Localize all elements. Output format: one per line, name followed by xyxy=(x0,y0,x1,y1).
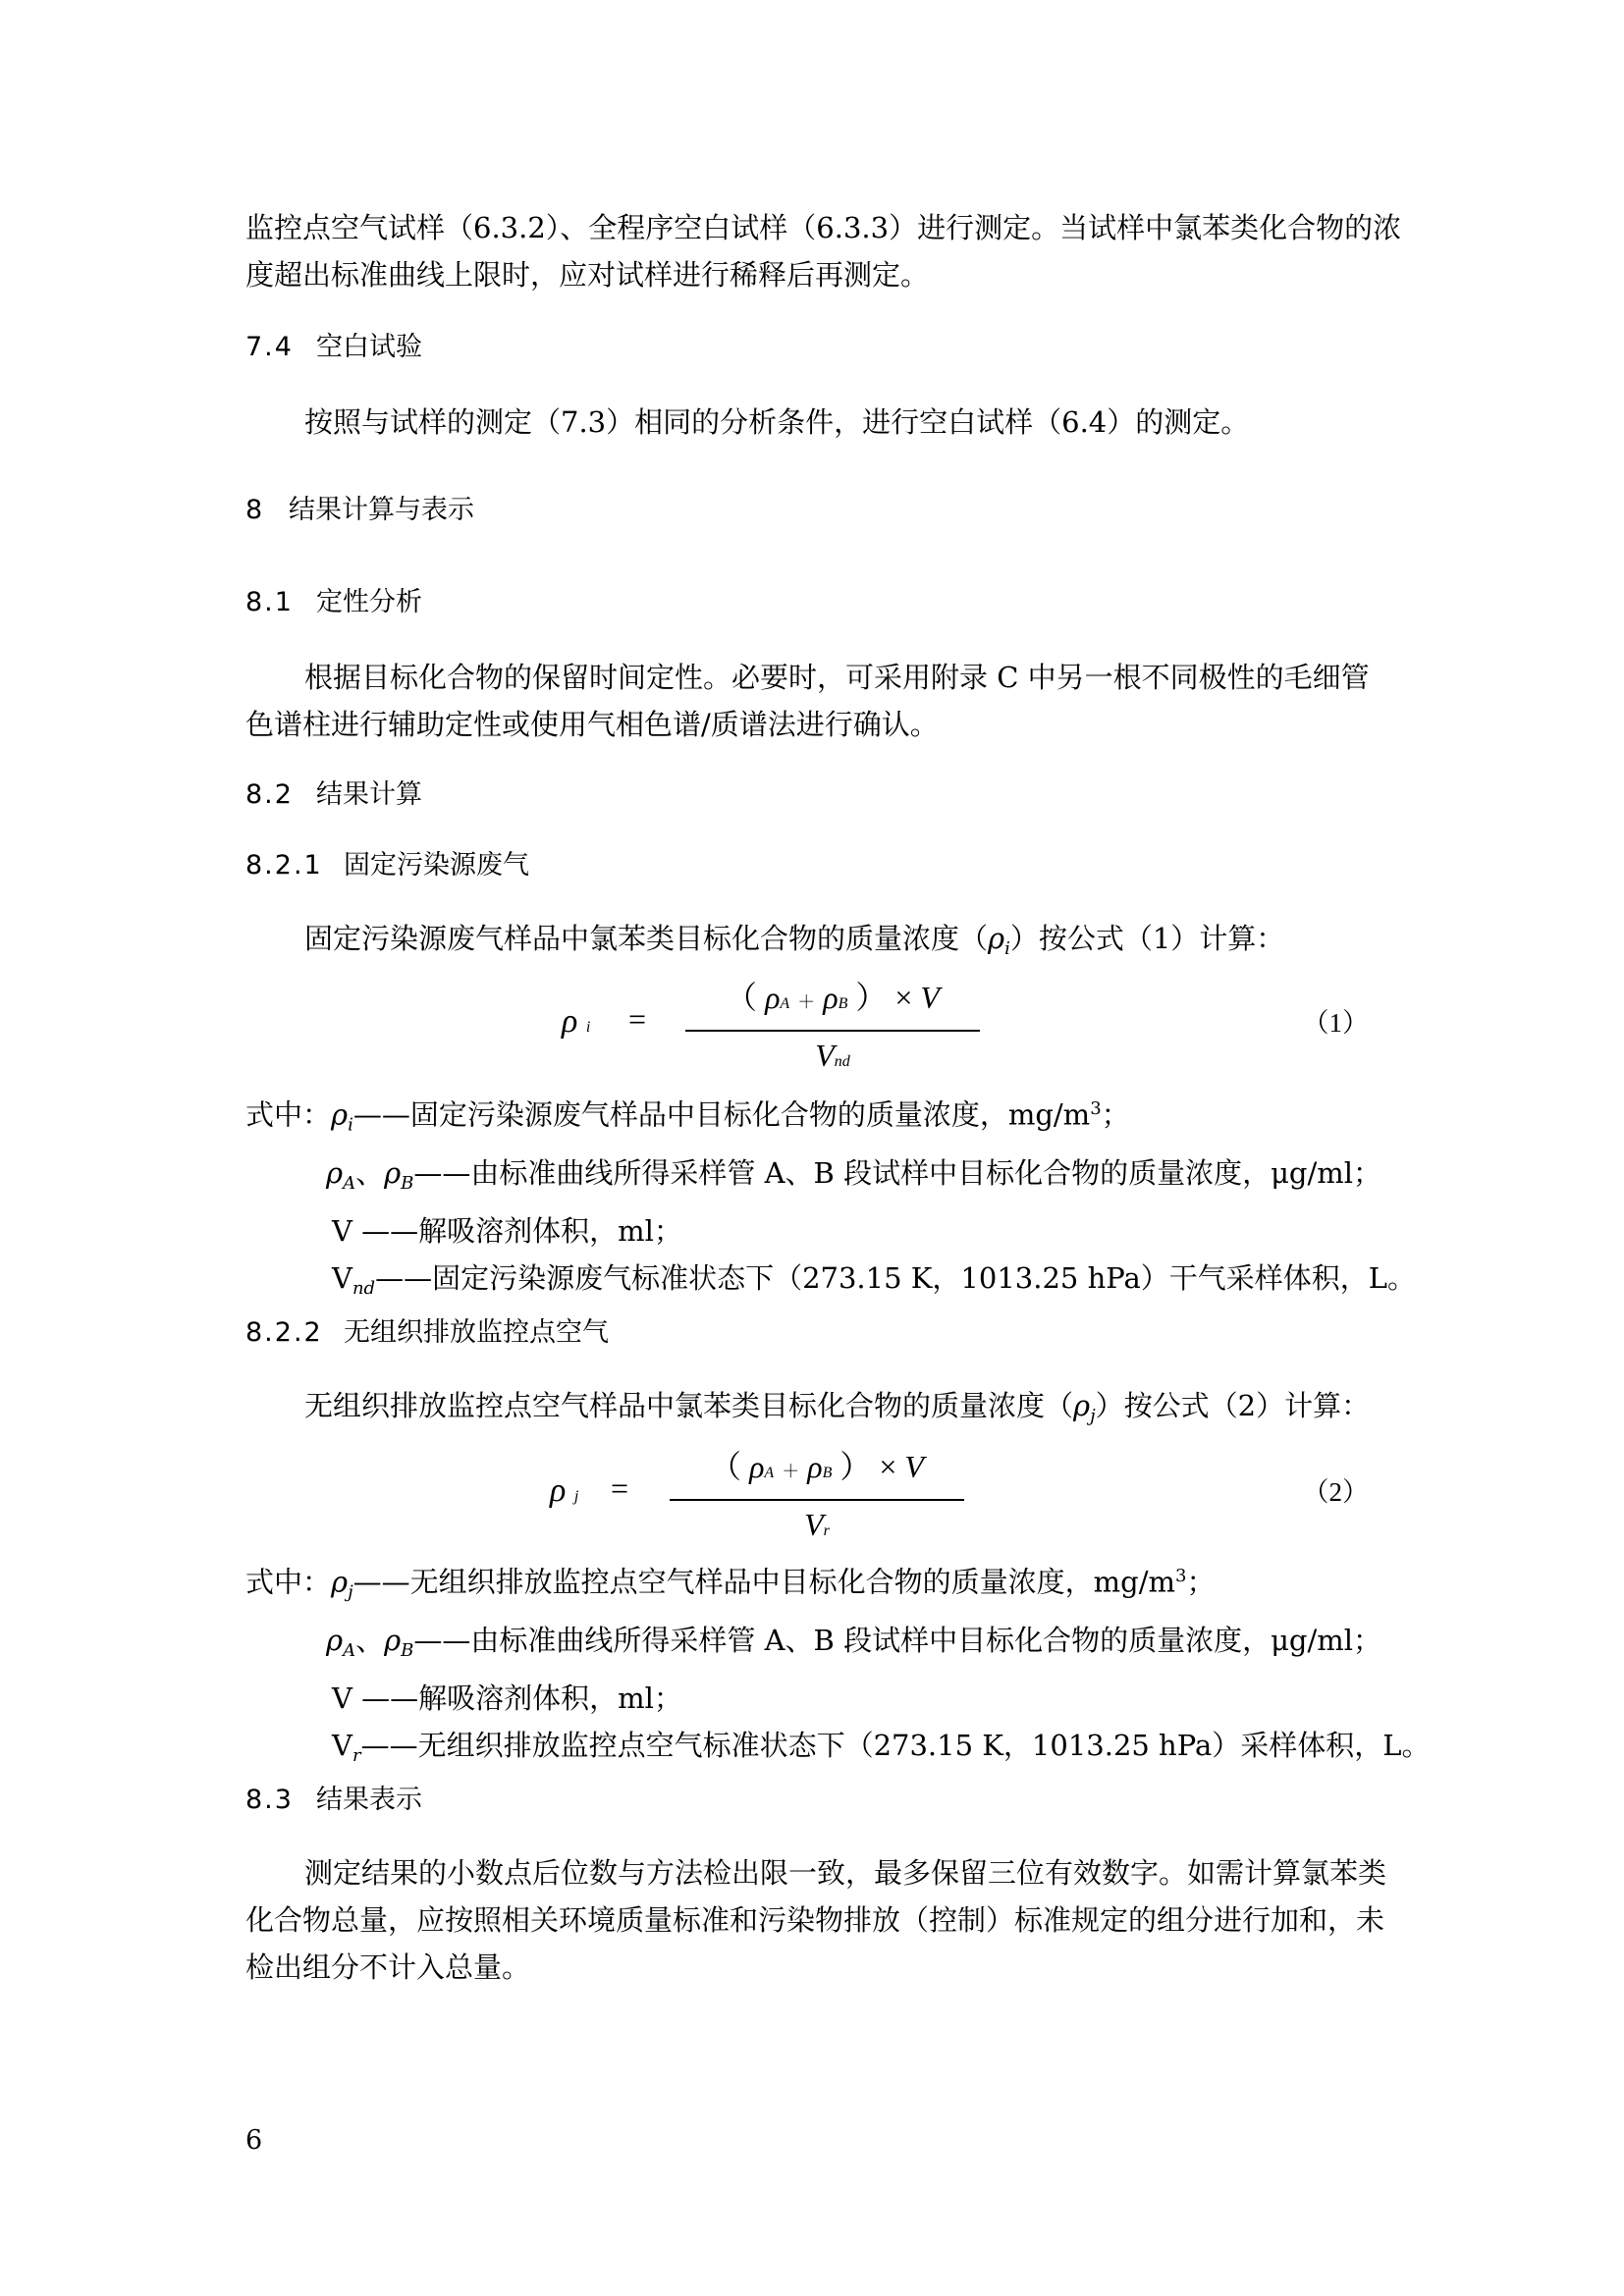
formula-2 xyxy=(245,1445,1384,1543)
heading-title: 定性分析 xyxy=(316,587,422,617)
heading-number: 8 xyxy=(245,495,265,525)
heading-8-2 xyxy=(245,775,422,815)
heading-8-2-1 xyxy=(245,846,529,885)
definition-rho-ab: $\rho_A$、$\rho_B——$由标准曲线所得采样管 A、B 段试样中目标化合物的质量浓度，μg/ml； xyxy=(326,1623,1382,1661)
paragraph-8-2-2-intro: 无组织排放监控点空气样品中氯苯类目标化合物的质量浓度$(\rho_j)$按公式（2）计算： xyxy=(304,1389,1371,1426)
paragraph-8-1-line1: 根据目标化合物的保留时间定性。必要时，可采用附录 C 中另一根不同极性的毛细管 xyxy=(304,661,1370,694)
formula-equals: = xyxy=(628,1001,647,1037)
heading-8-1 xyxy=(245,583,422,622)
heading-title: 固定污染源废气 xyxy=(344,850,529,881)
heading-title: 结果表示 xyxy=(316,1785,422,1815)
definition-v: V ——解吸溶剂体积，ml； xyxy=(332,1213,682,1248)
definition-rho-j: 式中：$\rho_j——$无组织排放监控点空气样品中目标化合物的质量浓度，$mg/m^3$； xyxy=(245,1565,1216,1603)
heading-number: 7.4 xyxy=(245,332,294,362)
heading-8-2-2 xyxy=(245,1313,609,1353)
formula-fraction xyxy=(685,976,980,1082)
heading-title: 结果计算 xyxy=(316,779,422,810)
heading-8 xyxy=(245,491,474,530)
paragraph-top-line2: 度超出标准曲线上限时，应对试样进行稀释后再测定。 xyxy=(245,258,930,292)
formula-lhs: ρ j xyxy=(550,1472,579,1509)
paragraph-top-line1: 监控点空气试样（6.3.2）、全程序空白试样（6.3.3）进行测定。当试样中氯苯类化合物的浓 xyxy=(245,211,1402,244)
heading-number: 8.2.1 xyxy=(245,850,323,881)
paragraph-8-1-line2: 色谱柱进行辅助定性或使用气相色谱/质谱法进行确认。 xyxy=(245,708,939,741)
formula-equals: = xyxy=(611,1470,629,1506)
formula-fraction xyxy=(670,1445,964,1551)
definitions-8-2-2 xyxy=(245,1553,1431,1780)
heading-title: 结果计算与表示 xyxy=(289,495,474,525)
heading-8-3 xyxy=(245,1781,422,1820)
heading-number: 8.1 xyxy=(245,587,294,617)
formula-lhs: ρ i xyxy=(562,1003,591,1040)
heading-7-4 xyxy=(245,328,422,367)
paragraph-7-4: 按照与试样的测定（7.3）相同的分析条件，进行空白试样（6.4）的测定。 xyxy=(304,405,1250,439)
paragraph-8-2-1-intro: 固定污染源废气样品中氯苯类目标化合物的质量浓度$(\rho_i)$按公式（1）计算： xyxy=(304,922,1285,959)
fraction-bar xyxy=(685,1030,980,1032)
formula-label: （1） xyxy=(1302,1008,1369,1038)
definition-vnd: $V_{nd}——$固定污染源废气标准状态下（273.15 K，1013.25 hPa）干气采样体积，L。 xyxy=(332,1260,1417,1299)
paragraph-8-3-line1: 测定结果的小数点后位数与方法检出限一致，最多保留三位有效数字。如需计算氯苯类 xyxy=(304,1856,1387,1890)
definition-rho-ab: $\rho_A$、$\rho_B——$由标准曲线所得采样管 A、B 段试样中目标化合物的质量浓度，μg/ml； xyxy=(326,1155,1382,1194)
heading-number: 8.2 xyxy=(245,779,294,810)
formula-denominator: Vnd xyxy=(815,1038,850,1073)
formula-1 xyxy=(245,976,1384,1074)
paragraph-8-3-line2: 化合物总量，应按照相关环境质量标准和污染物排放（控制）标准规定的组分进行加和，未 xyxy=(245,1903,1385,1937)
formula-label: （2） xyxy=(1302,1477,1369,1507)
heading-title: 无组织排放监控点空气 xyxy=(344,1317,609,1348)
formula-numerator: （ ρA ＋ ρB ） × V xyxy=(710,1449,924,1484)
fraction-bar xyxy=(670,1499,964,1501)
definitions-8-2-1 xyxy=(245,1086,1417,1312)
definition-vr: $V_r——$无组织排放监控点空气标准状态下（273.15 K，1013.25 hPa）采样体积，L。 xyxy=(332,1728,1431,1766)
formula-numerator: （ ρA ＋ ρB ） × V xyxy=(726,980,940,1015)
definition-rho-i: 式中：$\rho_i——$固定污染源废气样品中目标化合物的质量浓度，$mg/m^3$； xyxy=(245,1097,1130,1136)
definition-v: V ——解吸溶剂体积，ml； xyxy=(332,1681,682,1715)
formula-denominator: Vr xyxy=(804,1507,830,1542)
paragraph-8-3-line3: 检出组分不计入总量。 xyxy=(245,1950,531,1984)
heading-title: 空白试验 xyxy=(316,332,422,362)
heading-number: 8.2.2 xyxy=(245,1317,323,1348)
page-number: 6 xyxy=(245,2125,263,2156)
heading-number: 8.3 xyxy=(245,1785,294,1815)
